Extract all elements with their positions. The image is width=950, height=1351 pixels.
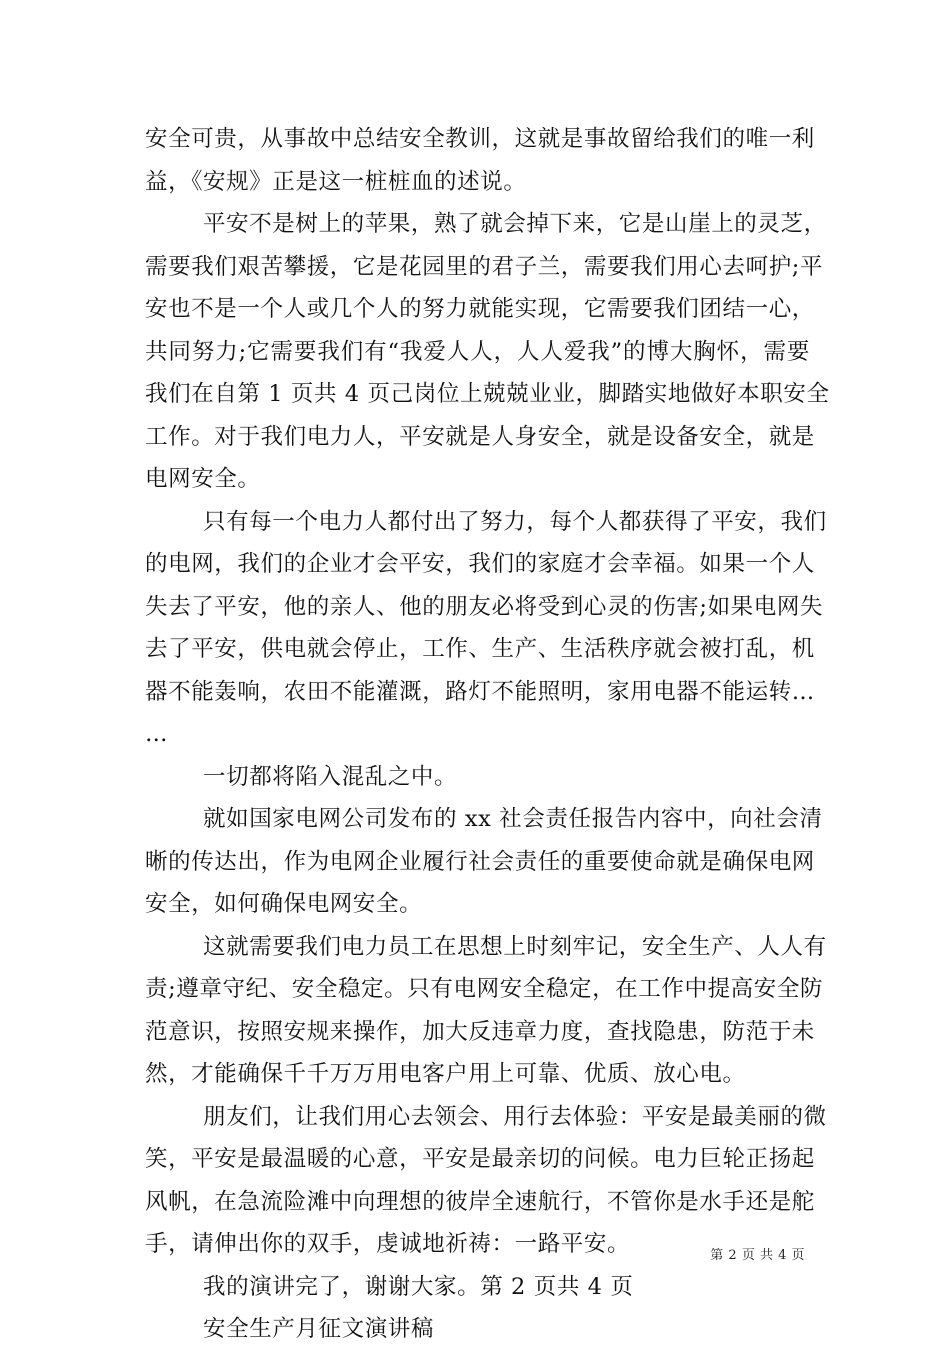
text-line: 的电网，我们的企业才会平安，我们的家庭才会幸福。如果一个人 [145, 551, 815, 577]
text-line: 需要我们艰苦攀援，它是花园里的君子兰，需要我们用心去呵护;平 [145, 253, 824, 280]
text-line: 电网安全。 [145, 466, 261, 492]
text-line: 只有每一个电力人都付出了努力，每个人都获得了平安，我们 [203, 508, 827, 535]
text-line: 安也不是一个人或几个人的努力就能实现，它需要我们团结一心， [145, 296, 815, 322]
text-line: 平安不是树上的苹果，熟了就会掉下来，它是山崖上的灵芝， [203, 211, 827, 237]
text-line: 安全可贵，从事故中总结安全教训，这就是事故留给我们的唯一利 [145, 126, 815, 152]
text-line: 笑，平安是最温暖的心意，平安是最亲切的问候。电力巨轮正扬起 [145, 1146, 815, 1172]
document-title-line: 安全生产月征文演讲稿 [203, 1316, 435, 1342]
text-line: 一切都将陷入混乱之中。 [203, 763, 458, 790]
text-line: 这就需要我们电力员工在思想上时刻牢记，安全生产、人人有 [203, 933, 827, 960]
text-line: 安全，如何确保电网安全。 [145, 891, 423, 917]
text-line: … [145, 721, 169, 747]
text-line: 失去了平安，他的亲人、他的朋友必将受到心灵的伤害;如果电网失 [145, 593, 824, 620]
text-line: 就如国家电网公司发布的 xx 社会责任报告内容中，向社会清 [203, 806, 823, 832]
text-line: 朋友们，让我们用心去领会、用行去体验：平安是最美丽的微 [203, 1103, 827, 1130]
text-line: 共同努力;它需要我们有“我爱人人，人人爱我”的博大胸怀，需要 [145, 338, 810, 365]
text-line: 责;遵章守纪、安全稳定。只有电网安全稳定，在工作中提高安全防 [145, 976, 824, 1002]
page-number-footer: 第 2 页 共 4 页 [710, 1248, 805, 1263]
text-line: 然，才能确保千千万万用电客户用上可靠、优质、放心电。 [145, 1061, 746, 1087]
text-line: 手，请伸出你的双手，虔诚地祈祷：一路平安。 [145, 1231, 631, 1257]
text-line: 晰的传达出，作为电网企业履行社会责任的重要使命就是确保电网 [145, 848, 815, 875]
text-line: 工作。对于我们电力人，平安就是人身安全，就是设备安全，就是 [145, 423, 815, 450]
text-line: 我们在自第 1 页共 4 页己岗位上兢兢业业，脚踏实地做好本职安全 [145, 381, 830, 407]
text-line: 器不能轰响，农田不能灌溉，路灯不能照明，家用电器不能运转… [145, 678, 815, 705]
text-line: 范意识，按照安规来操作，加大反违章力度，查找隐患，防范于未 [145, 1018, 815, 1045]
document-body [145, 118, 830, 1351]
text-line: 去了平安，供电就会停止，工作、生产、生活秩序就会被打乱，机 [145, 636, 815, 662]
text-line: 风帆，在急流险滩中向理想的彼岸全速航行，不管你是水手还是舵 [145, 1188, 815, 1215]
text-line: 我的演讲完了，谢谢大家。第 2 页共 4 页 [203, 1273, 634, 1300]
text-line: 益，《安规》正是这一桩桩血的述说。 [145, 168, 527, 195]
